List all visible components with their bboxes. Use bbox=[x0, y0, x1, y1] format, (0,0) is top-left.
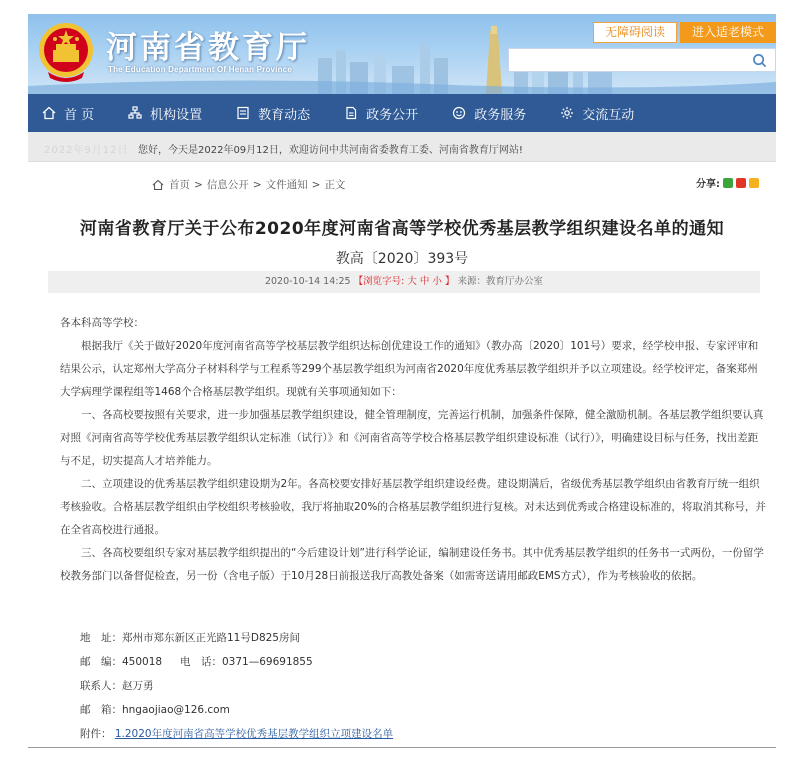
paragraph: 二、立项建设的优秀基层教学组织建设期为2年。各高校要安排好基层教学组织建设经费。建设期满后，省级优秀基层教学组织由省教育厅统一组织考核验收。合格基层教学组织由学校组织考核验收，我厅将抽取20%的合格基层教学组织进行复核。对未达到优秀或合格建设标准的，将取消其称号，并在全省高校进行通报。 bbox=[60, 478, 766, 536]
salutation: 各本科高等学校： bbox=[60, 317, 144, 329]
interact-icon bbox=[560, 106, 574, 120]
attachment-label: 附件： bbox=[80, 728, 112, 740]
contact-phone: 电 话：0371—69691855 bbox=[180, 656, 313, 668]
qq-share-icon[interactable] bbox=[749, 178, 759, 188]
home-icon bbox=[152, 179, 164, 191]
nav-item-label: 政务公开 bbox=[366, 107, 419, 123]
contact-email: 邮 箱：hngaojiao@126.com bbox=[80, 704, 230, 716]
nav-item-label: 首 页 bbox=[64, 107, 95, 123]
font-size-prefix: 【浏览字号: bbox=[353, 276, 405, 287]
nav-item-home[interactable] bbox=[42, 94, 94, 132]
page-divider bbox=[28, 747, 776, 748]
breadcrumb-current: 正文 bbox=[324, 179, 346, 191]
attachment-link[interactable]: 1.2020年度河南省高等学校优秀基层教学组织立项建设名单 bbox=[114, 728, 394, 740]
breadcrumb-home[interactable]: 首页 bbox=[169, 179, 190, 191]
breadcrumb-notices[interactable]: 文件通知 bbox=[265, 179, 308, 191]
accessible-reading-button[interactable]: 无障碍阅读 bbox=[593, 22, 677, 43]
document-number: 教高〔2020〕393号 bbox=[335, 251, 469, 267]
breadcrumb-separator: > bbox=[194, 178, 203, 191]
article-source: 来源：教育厅办公室 bbox=[457, 276, 544, 287]
paragraph: 三、各高校要组织专家对基层教学组织提出的“今后建设计划”进行科学论证，编制建设任务书。其中优秀基层教学组织的任务书一式两份，一份留学校教务部门以备督促检查，另一份（含电子版）于10月28日前报送我厅高教处备案（如需寄送请用邮政EMS方式），作为考核验收的依据。 bbox=[60, 547, 764, 582]
font-size-large-button[interactable]: 大 bbox=[407, 276, 417, 287]
welcome-message: 您好，今天是2022年09月12日，欢迎访问中共河南省委教育工委、河南省教育厅网站! bbox=[138, 145, 523, 156]
font-size-medium-button[interactable]: 中 bbox=[419, 276, 430, 287]
service-icon bbox=[452, 106, 466, 120]
welcome-strip bbox=[28, 132, 776, 162]
nav-item-gov-affairs[interactable] bbox=[344, 94, 418, 132]
elder-mode-button[interactable]: 进入适老模式 bbox=[680, 22, 776, 43]
breadcrumb bbox=[152, 177, 345, 192]
paragraph: 一、各高校要按照有关要求，进一步加强基层教学组织建设，健全管理制度，完善运行机制，加强条件保障，健全激励机制。各基层教学组织要认真对照《河南省高等学校优秀基层教学组织认定标准（试行）》和《河南省高等学校合格基层教学组织建设标准（试行）》，明确建设目标与任务，找出差距与不足，切实提高人才培养能力。 bbox=[60, 409, 764, 467]
nav-item-label: 教育动态 bbox=[258, 107, 311, 123]
attachment-row bbox=[80, 726, 393, 741]
search-box bbox=[508, 48, 776, 72]
main-nav bbox=[28, 94, 776, 132]
article-meta bbox=[48, 271, 760, 293]
font-size-suffix: 】 bbox=[444, 276, 455, 287]
breadcrumb-info-public[interactable]: 信息公开 bbox=[206, 179, 249, 191]
font-size-small-button[interactable]: 小 bbox=[432, 276, 442, 287]
site-title: 河南省教育厅 bbox=[106, 30, 310, 66]
site-subtitle: The Education Department Of Henan Province bbox=[108, 65, 292, 74]
breadcrumb-separator: > bbox=[252, 178, 262, 191]
search-icon[interactable] bbox=[752, 53, 767, 68]
nav-item-label: 政务服务 bbox=[474, 107, 527, 123]
doc-icon bbox=[344, 106, 358, 120]
welcome-date-faint: 2022年9月12日 bbox=[44, 145, 129, 156]
contact-postcode: 邮 编：450018 bbox=[80, 656, 163, 668]
home-icon bbox=[42, 106, 56, 120]
share-bar bbox=[696, 175, 759, 190]
nav-item-gov-service[interactable] bbox=[452, 94, 526, 132]
nav-item-news[interactable] bbox=[236, 94, 310, 132]
org-icon bbox=[128, 106, 142, 120]
contact-person: 联系人：赵万勇 bbox=[80, 680, 154, 692]
national-emblem-icon bbox=[36, 20, 96, 86]
news-icon bbox=[236, 106, 250, 120]
publish-date: 2020-10-14 14:25 bbox=[264, 276, 351, 287]
nav-item-label: 交流互动 bbox=[582, 107, 635, 123]
contact-address: 地 址：郑州市郑东新区正光路11号D825房间 bbox=[80, 632, 300, 644]
nav-item-organization[interactable] bbox=[128, 94, 202, 132]
wechat-share-icon[interactable] bbox=[723, 178, 733, 188]
share-label: 分享: bbox=[696, 179, 720, 190]
weibo-share-icon[interactable] bbox=[736, 178, 746, 188]
paragraph: 根据我厅《关于做好2020年度河南省高等学校基层教学组织达标创优建设工作的通知》（教办高〔2020〕101号）要求，经学校申报、专家评审和结果公示，认定郑州大学高分子材料科学与工程系等299个基层教学组织为河南省2020年度优秀基层教学组织并予以立项建设。经学校评定，备案郑州大学病理学课程组等1468个合格基层教学组织。现就有关事项通知如下： bbox=[60, 340, 759, 398]
search-input[interactable] bbox=[515, 51, 745, 69]
nav-item-interaction[interactable] bbox=[560, 94, 634, 132]
nav-item-label: 机构设置 bbox=[150, 107, 203, 123]
article-title: 河南省教育厅关于公布2020年度河南省高等学校优秀基层教学组织建设名单的通知 bbox=[79, 219, 725, 239]
breadcrumb-separator: > bbox=[311, 178, 321, 191]
